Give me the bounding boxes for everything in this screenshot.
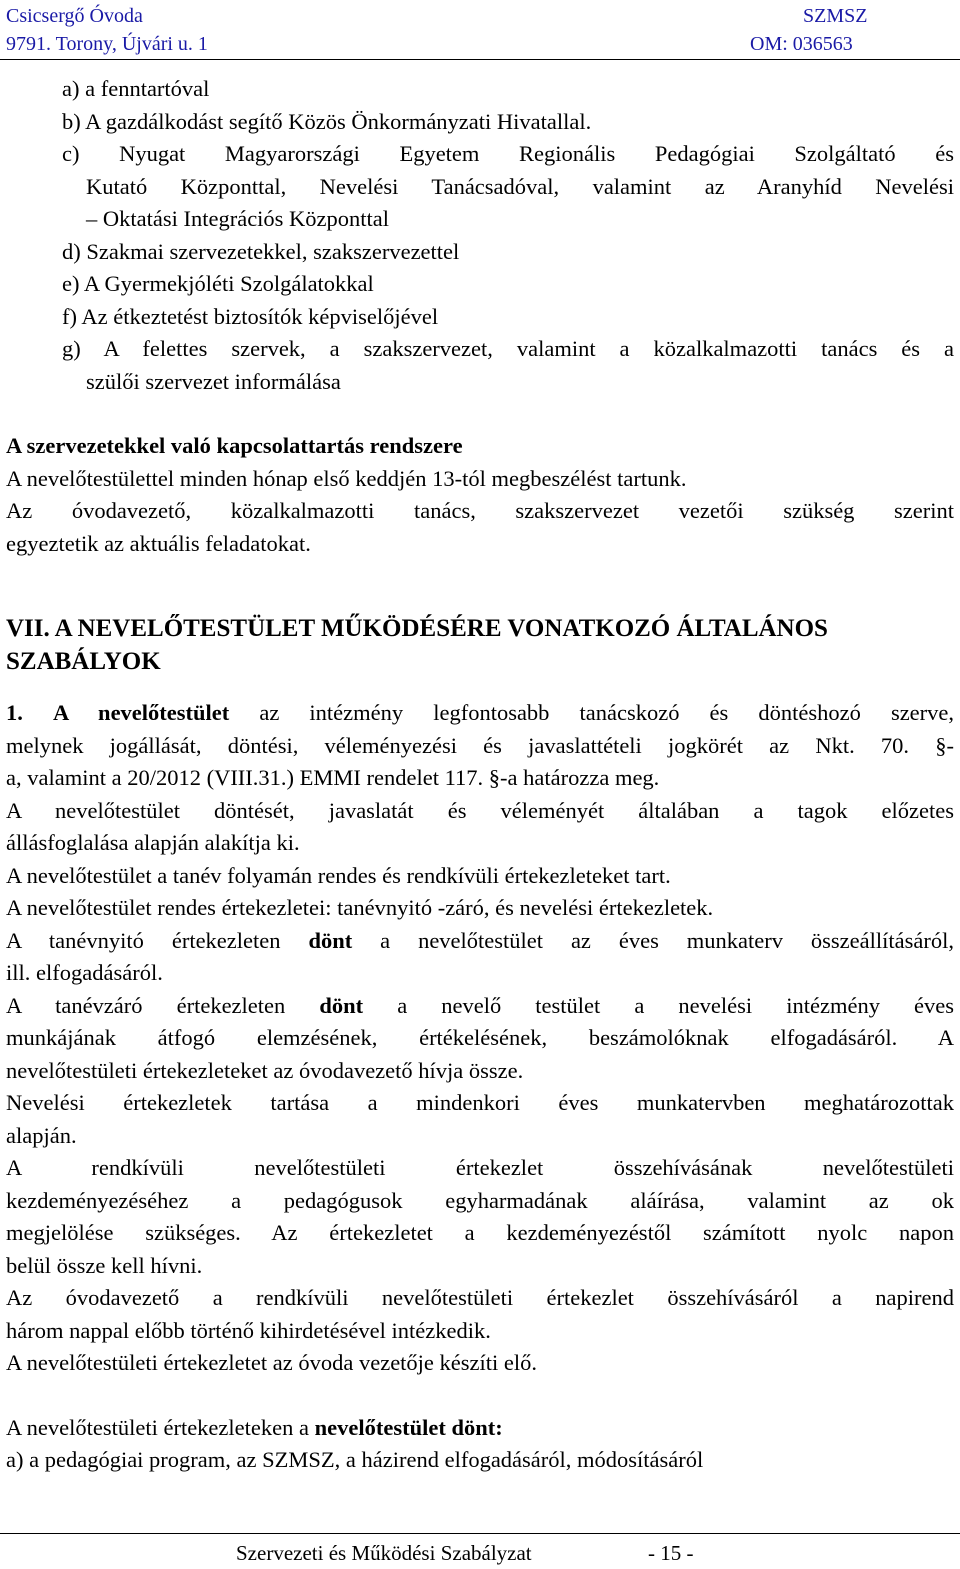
paragraph-5-line1 [6, 925, 954, 958]
paragraph-2-line1: A nevelőtestület döntését, javaslatát és véleményét általában a tagok előzetes [6, 797, 954, 823]
list-item-b: b) A gazdálkodást segítő Közös Önkormányzati Hivatallal. [62, 108, 592, 134]
paragraph-4: A nevelőtestület rendes értekezletei: tanévnyitó -záró, és nevelési értekezletek. [6, 895, 714, 920]
page-content [6, 73, 954, 1477]
paragraph-11 [6, 1412, 954, 1445]
paragraph-12: a) a pedagógiai program, az SZMSZ, a házirend elfogadásáról, módosításáról [6, 1447, 704, 1472]
list-item-c-line3: – Oktatási Integrációs Központtal [86, 206, 390, 231]
paragraph-1-number: 1. [6, 700, 23, 725]
paragraph-9-line1: Az óvodavezető a rendkívüli nevelőtestületi értekezlet összehívásáról a napirend [6, 1285, 954, 1310]
paragraph-6-pre: A tanévzáró értekezleten [6, 992, 320, 1018]
paragraph-1-rest: az intézmény legfontosabb tanácskozó és döntéshozó szerve, [229, 700, 954, 725]
list-item-d: d) Szakmai szervezetekkel, szakszervezettel [62, 238, 460, 264]
paragraph-7-line2: alapján. [6, 1122, 77, 1148]
paragraph-1-line2: melynek jogállását, döntési, véleményezési és javaslattételi jogkörét az Nkt. 70. §- [6, 732, 954, 758]
section-title-line1: VII. A NEVELŐTESTÜLET MŰKÖDÉSÉRE VONATKOZÓ ÁLTALÁNOS [6, 615, 828, 642]
paragraph-5-post: a nevelőtestület az éves munkaterv összeállításáról, [352, 927, 954, 953]
paragraph-3: A nevelőtestület a tanév folyamán rendes és rendkívüli értekezleteket tart. [6, 862, 671, 888]
paragraph-1-line3: a, valamint a 20/2012 (VIII.31.) EMMI rendelet 117. §-a határozza meg. [6, 765, 660, 790]
paragraph-8-line4: belül össze kell hívni. [6, 1252, 203, 1278]
paragraph-1-line1 [6, 697, 954, 730]
paragraph-6-post: a nevelő testület a nevelési intézmény éves [363, 992, 954, 1018]
paragraph-6-line1 [6, 990, 954, 1023]
list-item-e: e) A Gyermekjóléti Szolgálatokkal [62, 271, 374, 296]
list-item-a: a) a fenntartóval [62, 76, 210, 101]
header-doc-code: SZMSZ [803, 5, 868, 27]
paragraph-1-bold: A nevelőtestület [52, 700, 230, 725]
paragraph-11-pre: A nevelőtestületi értekezleteken a [6, 1414, 315, 1440]
paragraph-8-line1: A rendkívüli nevelőtestületi értekezlet összehívásának nevelőtestületi [6, 1155, 954, 1180]
contact-line2a: Az óvodavezető, közalkalmazotti tanács, szakszervezet vezetői szükség szerint [6, 498, 954, 523]
paragraph-5-pre: A tanévnyitó értekezleten [6, 927, 309, 953]
list-item-c-line2: Kutató Központtal, Nevelési Tanácsadóval, valamint az Aranyhíd Nevelési [86, 173, 954, 199]
paragraph-7-line1: Nevelési értekezletek tartása a mindenkori éves munkatervben meghatározottak [6, 1090, 954, 1115]
header-rule [0, 59, 960, 60]
paragraph-6-line2: munkájának átfogó elemzésének, értékelésének, beszámolóknak elfogadásáról. A [6, 1025, 954, 1050]
paragraph-6-line3: nevelőtestületi értekezleteket az óvodavezető hívja össze. [6, 1057, 524, 1083]
paragraph-11-bold: nevelőtestület dönt: [314, 1414, 503, 1440]
paragraph-6-bold: dönt [319, 992, 364, 1018]
header-address: 9791. Torony, Újvári u. 1 [6, 33, 208, 55]
paragraph-8-line3: megjelölése szükséges. Az értekezletet a kezdeményezéstől számított nyolc napon [6, 1220, 954, 1245]
paragraph-2-line2: állásfoglalása alapján alakítja ki. [6, 830, 300, 855]
contact-line1: A nevelőtestülettel minden hónap első keddjén 13-tól megbeszélést tartunk. [6, 465, 687, 491]
list-item-g-line1: g) A felettes szervek, a szakszervezet, valamint a közalkalmazotti tanács és a [62, 336, 954, 361]
section-title-line2: SZABÁLYOK [6, 647, 161, 675]
list-item-c-line1: c) Nyugat Magyarországi Egyetem Regionális Pedagógiai Szolgáltató és [62, 141, 954, 166]
section-title [6, 612, 954, 677]
paragraph-5-line2: ill. elfogadásáról. [6, 960, 163, 985]
list-item-f: f) Az étkeztetést biztosítók képviselőjével [62, 303, 439, 329]
paragraph-5-bold: dönt [308, 927, 353, 953]
footer-rule [0, 1533, 960, 1534]
header-org-name: Csicsergő Óvoda [6, 5, 143, 27]
paragraph-9-line2: három nappal előbb történő kihirdetésével intézkedik. [6, 1317, 491, 1343]
cooperation-list [6, 73, 954, 398]
list-item-g-line2: szülői szervezet informálása [86, 368, 341, 394]
header-om-number: OM: 036563 [750, 33, 853, 55]
paragraph-8-line2: kezdeményezéséhez a pedagógusok egyharmadának aláírása, valamint az ok [6, 1187, 954, 1213]
contact-line2b: egyeztetik az aktuális feladatokat. [6, 530, 311, 556]
footer-page-number: - 15 - [648, 1541, 694, 1565]
paragraph-10: A nevelőtestületi értekezletet az óvoda vezetője készíti elő. [6, 1350, 538, 1375]
footer-title: Szervezeti és Működési Szabályzat [236, 1541, 532, 1565]
contact-heading: A szervezetekkel való kapcsolattartás rendszere [6, 433, 463, 458]
